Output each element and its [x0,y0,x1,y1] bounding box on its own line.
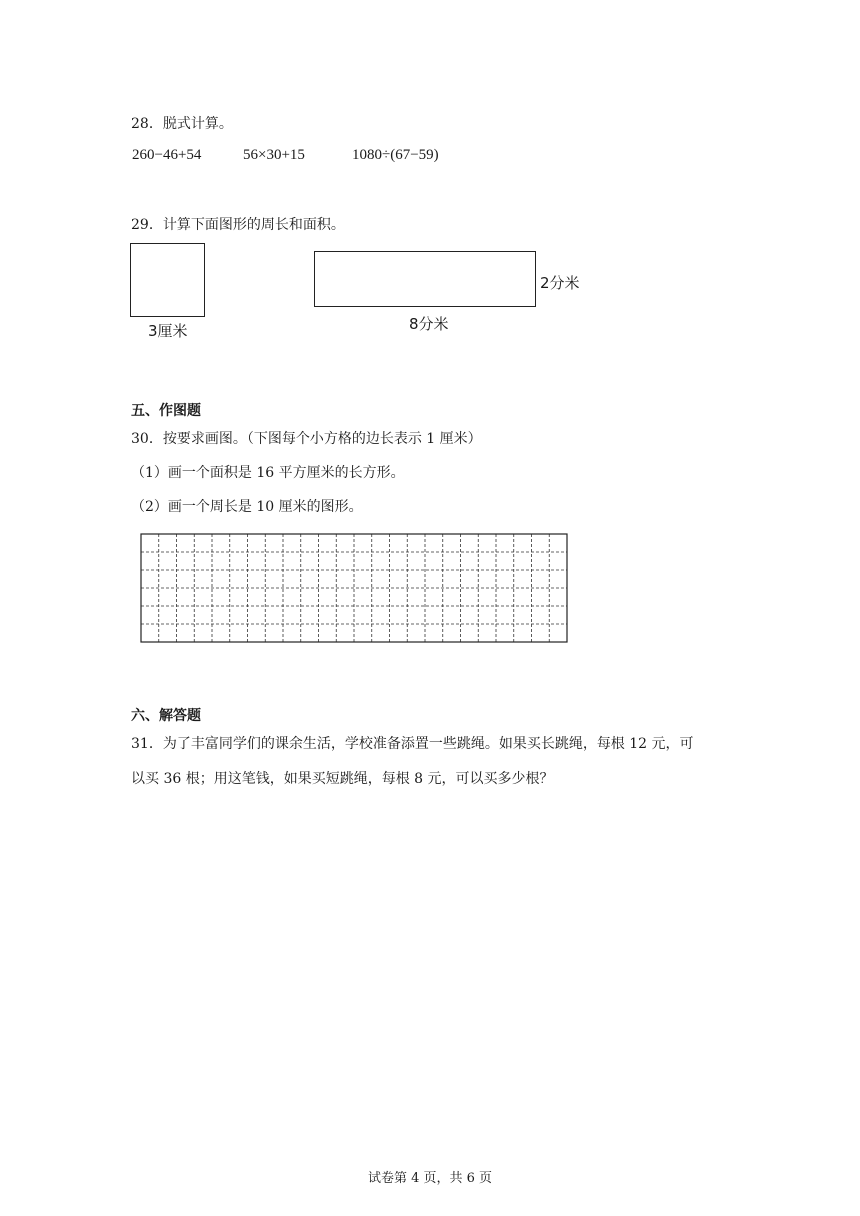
q28-expression-1: 260−46+54 [132,147,202,163]
rectangle-width-label: 8分米 [409,315,449,333]
q28-expression-2: 56×30+15 [243,147,305,163]
q30-item-2: （2）画一个周长是 10 厘米的图形。 [131,499,363,515]
q28-expression-3: 1080÷(67−59) [352,147,439,163]
section-6-title: 六、解答题 [131,708,201,724]
q31-line-2: 以买 36 根；用这笔钱，如果买短跳绳，每根 8 元，可以买多少根？ [131,771,554,787]
page-footer: 试卷第 4 页，共 6 页 [367,1171,493,1186]
q31-line-1: 31．为了丰富同学们的课余生活，学校准备添置一些跳绳。如果买长跳绳，每根 12 元，可 [131,736,694,752]
q30-title: 30．按要求画图。（下图每个小方格的边长表示 1 厘米） [131,431,482,447]
square-figure [130,243,205,317]
q30-item-1: （1）画一个面积是 16 平方厘米的长方形。 [131,465,405,481]
rectangle-figure [314,251,536,307]
rectangle-height-label: 2分米 [540,274,580,292]
square-side-label: 3厘米 [148,322,188,340]
section-5-title: 五、作图题 [131,403,201,419]
q28-title: 28．脱式计算。 [131,116,233,132]
drawing-grid [140,533,568,643]
q29-title: 29．计算下面图形的周长和面积。 [131,217,345,233]
